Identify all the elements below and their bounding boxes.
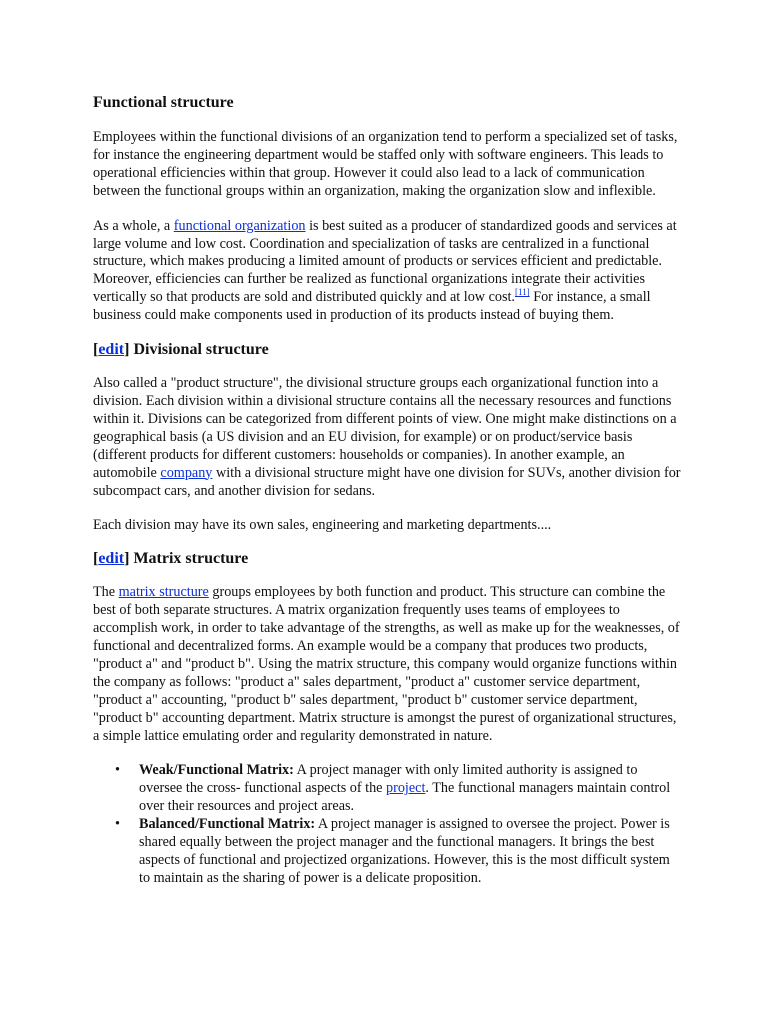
functional-paragraph-2: As a whole, a functional organization is best suited as a producer of standardized goods and services at large volume and low cost. Coordination and specialization of tasks are centralized in a functional structure, which makes producing a limited amount of products or services efficient and predictable. Moreover, efficiencies can further be realized as functional organizations integrate their activities vertically so that products are sold and distributed quickly and at low cost.[11] For instance, a small business could make components used in production of its products instead of buying them.	[93, 217, 677, 324]
matrix-types-list	[93, 762, 683, 887]
functional-paragraph-1: Employees within the functional divisions of an organization tend to perform a specialized set of tasks, for instance the engineering department would be staffed only with software engineers. This leads to operational efficiencies within that group. However it could also lead to a lack of communication between the functional groups within an organization, making the organization slow and inflexible.	[93, 129, 678, 199]
reference-11-link[interactable]: [11]	[514, 287, 530, 298]
bullet-icon: •	[115, 816, 120, 833]
matrix-structure-link[interactable]: matrix structure	[118, 584, 209, 601]
project-link[interactable]: project	[386, 780, 426, 797]
functional-structure-heading: Functional structure	[93, 94, 234, 111]
edit-divisional-link[interactable]: edit	[98, 341, 125, 359]
company-link[interactable]: company	[160, 464, 213, 481]
divisional-structure-heading: [edit] Divisional structure	[93, 341, 269, 359]
divisional-paragraph-2: Each division may have its own sales, engineering and marketing departments....	[93, 517, 552, 534]
divisional-paragraph-1: Also called a "product structure", the divisional structure groups each organizational function into a division. Each division within a divisional structure contains all the necessary resources and functions within it. Divisions can be categorized from different points of view. One might make distinctions on a geographical basis (a US division and an EU division, for example) or on product/service basis (different products for different customers: households or companies). In another example, an automobile company with a divisional structure might have one division for SUVs, another division for subcompact cars, and another division for sedans.	[93, 375, 681, 499]
list-item: • Weak/Functional Matrix: A project manager with only limited authority is assigned to oversee the cross- functional aspects of the project. The functional managers maintain control over their resources and project areas.	[115, 762, 671, 815]
functional-organization-link[interactable]: functional organization	[173, 217, 306, 234]
list-item: • Balanced/Functional Matrix: A project manager is assigned to oversee the project. Power is shared equally between the project manager and the functional managers. It brings the best aspects of functional and projectized organizations. However, this is the most difficult system to maintain as the sharing of power is a delicate proposition.	[115, 816, 670, 886]
matrix-structure-heading: [edit] Matrix structure	[93, 550, 249, 568]
matrix-paragraph-1: The matrix structure groups employees by both function and product. This structure can combine the best of both separate structures. A matrix organization frequently uses teams of employees to accomplish work, in order to take advantage of the strengths, as well as make up for the weaknesses, of functional and decentralized forms. An example would be a company that produces two products, "product a" and "product b". Using the matrix structure, this company would organize functions within the company as follows: "product a" sales department, "product a" customer service department, "product a" accounting, "product b" sales department, "product b" customer service department, "product b" accounting department. Matrix structure is amongst the purest of organizational structures, a simple lattice emulating order and regularity demonstrated in nature.	[93, 584, 680, 744]
bullet-icon: •	[115, 762, 120, 779]
document-page	[93, 92, 683, 888]
edit-matrix-link[interactable]: edit	[98, 550, 125, 568]
